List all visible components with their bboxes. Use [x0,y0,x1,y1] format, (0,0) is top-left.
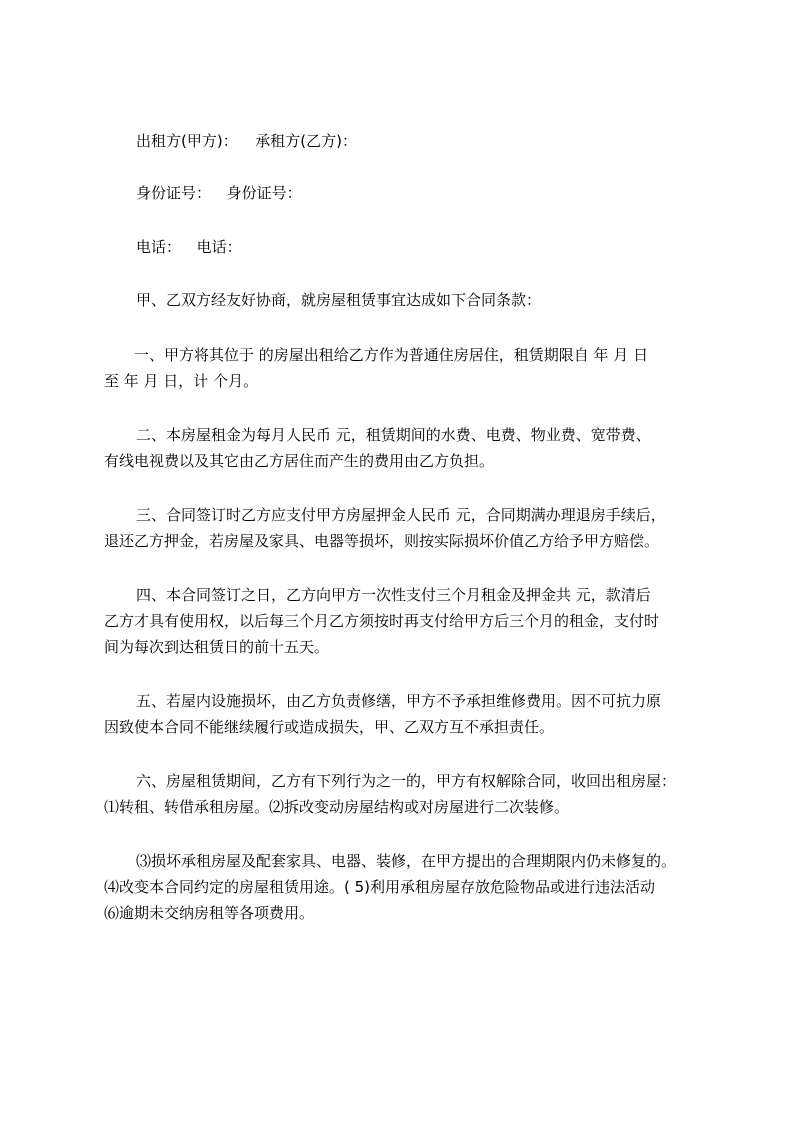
clause-6-item-3: ⑶损坏承租房屋及配套家具、电器、装修，在甲方提出的合理期限内仍未修复的。 [136,852,677,870]
tenant-id-label: 身份证号： [226,184,302,202]
id-number-line [104,180,744,206]
clause-2 [104,422,744,474]
clause-1-line-2: 至 年 月 日，计 个月。 [104,372,259,390]
clause-1 [104,342,744,394]
landlord-id-label: 身份证号： [136,184,212,202]
clause-6-item-6: ⑹逾期未交纳房租等各项费用。 [104,904,315,922]
tenant-phone-label: 电话： [196,238,242,256]
clause-6-items-4-5: ⑷改变本合同约定的房屋租赁用途。( 5)利用承租房屋存放危险物品或进行违法活动 [104,878,656,896]
clause-4-line-1: 四、本合同签订之日，乙方向甲方一次性支付三个月租金及押金共 元，款清后 [136,586,651,604]
clause-5-line-2: 因致使本合同不能继续履行或造成损失，甲、乙双方互不承担责任。 [104,718,555,736]
clause-5-line-1: 五、若屋内设施损坏，由乙方负责修缮，甲方不予承担维修费用。因不可抗力原 [136,692,662,710]
clause-6-line-2: ⑴转租、转借承租房屋。⑵拆改变动房屋结构或对房屋进行二次装修。 [104,798,570,816]
clause-4-line-3: 间为每次到达租赁日的前十五天。 [104,638,330,656]
clause-2-line-1: 二、本房屋租金为每月人民币 元，租赁期间的水费、电费、物业费、宽带费、 [136,426,651,444]
clause-6 [104,768,744,820]
clause-3-line-1: 三、合同签订时乙方应支付甲方房屋押金人民币 元，合同期满办理退房手续后， [136,506,666,524]
clause-4-line-2: 乙方才具有使用权，以后每三个月乙方须按时再支付给甲方后三个月的租金，支付时 [104,612,660,630]
clause-2-line-2: 有线电视费以及其它由乙方居住而产生的费用由乙方负担。 [104,452,495,470]
phone-line [104,234,744,260]
parties-line [104,128,744,154]
landlord-phone-label: 电话： [136,238,182,256]
clause-4 [104,582,744,660]
tenant-label: 承租方(乙方)： [255,132,357,150]
clause-6-line-1: 六、房屋租赁期间，乙方有下列行为之一的，甲方有权解除合同，收回出租房屋： [136,772,677,790]
clause-5 [104,688,744,740]
landlord-label: 出租方(甲方)： [136,132,238,150]
clause-3 [104,502,744,554]
clause-6-continued [104,848,744,926]
clause-3-line-2: 退还乙方押金，若房屋及家具、电器等损坏，则按实际损坏价值乙方给予甲方赔偿。 [104,532,660,550]
preamble [104,287,744,313]
clause-1-line-1: 一、甲方将其位于 的房屋出租给乙方作为普通住房居住，租赁期限自 年 月 日 [134,346,649,364]
preamble-text: 甲、乙双方经友好协商，就房屋租赁事宜达成如下合同条款： [136,291,542,309]
